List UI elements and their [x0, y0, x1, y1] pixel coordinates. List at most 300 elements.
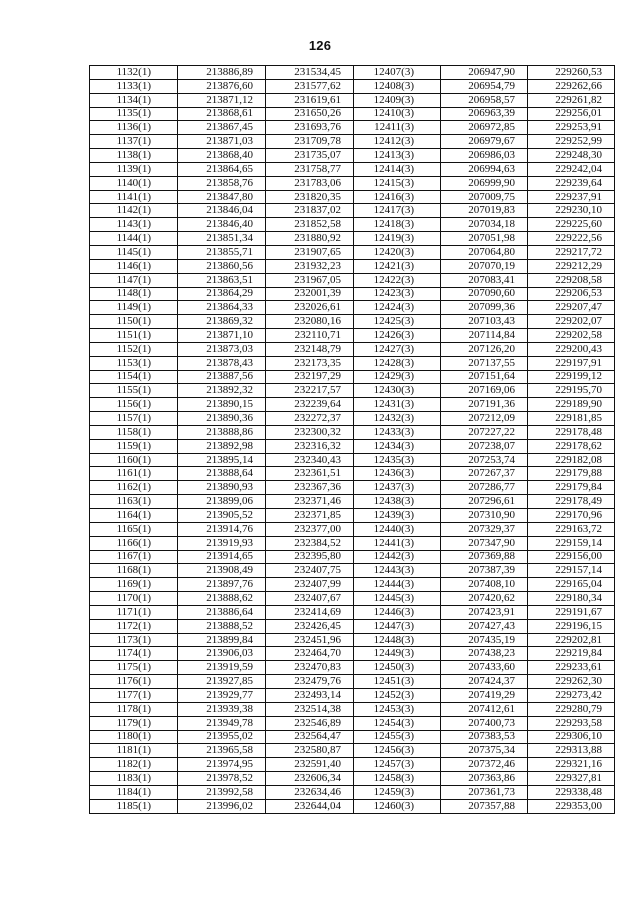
x-coordinate-right-cell: 207070,19 [441, 259, 528, 273]
y-coordinate-left-cell: 232407,99 [266, 578, 354, 592]
x-coordinate-left-cell: 213906,03 [178, 647, 266, 661]
y-coordinate-right-cell: 229157,14 [528, 564, 615, 578]
x-coordinate-right-cell: 207169,06 [441, 384, 528, 398]
y-coordinate-left-cell: 231932,23 [266, 259, 354, 273]
point-id-left-cell: 1144(1) [90, 232, 178, 246]
table-row [90, 453, 615, 467]
point-id-right-cell: 12454(3) [354, 716, 441, 730]
x-coordinate-left-cell: 213899,84 [178, 633, 266, 647]
point-id-left-cell: 1134(1) [90, 93, 178, 107]
x-coordinate-right-cell: 207361,73 [441, 785, 528, 799]
point-id-right-cell: 12430(3) [354, 384, 441, 398]
y-coordinate-right-cell: 229182,08 [528, 453, 615, 467]
x-coordinate-right-cell: 207227,22 [441, 425, 528, 439]
x-coordinate-left-cell: 213887,56 [178, 370, 266, 384]
y-coordinate-right-cell: 229239,64 [528, 176, 615, 190]
point-id-right-cell: 12458(3) [354, 772, 441, 786]
point-id-right-cell: 12429(3) [354, 370, 441, 384]
x-coordinate-left-cell: 213888,52 [178, 619, 266, 633]
point-id-right-cell: 12446(3) [354, 605, 441, 619]
point-id-right-cell: 12438(3) [354, 495, 441, 509]
y-coordinate-left-cell: 232464,70 [266, 647, 354, 661]
y-coordinate-right-cell: 229222,56 [528, 232, 615, 246]
y-coordinate-right-cell: 229178,62 [528, 439, 615, 453]
x-coordinate-right-cell: 207286,77 [441, 481, 528, 495]
y-coordinate-right-cell: 229313,88 [528, 744, 615, 758]
y-coordinate-left-cell: 231783,06 [266, 176, 354, 190]
point-id-right-cell: 12411(3) [354, 121, 441, 135]
point-id-left-cell: 1183(1) [90, 772, 178, 786]
y-coordinate-right-cell: 229208,58 [528, 273, 615, 287]
x-coordinate-right-cell: 207375,34 [441, 744, 528, 758]
point-id-right-cell: 12453(3) [354, 702, 441, 716]
table-row [90, 384, 615, 398]
point-id-right-cell: 12415(3) [354, 176, 441, 190]
y-coordinate-right-cell: 229156,00 [528, 550, 615, 564]
point-id-right-cell: 12434(3) [354, 439, 441, 453]
point-id-left-cell: 1142(1) [90, 204, 178, 218]
x-coordinate-left-cell: 213897,76 [178, 578, 266, 592]
table-row [90, 315, 615, 329]
table-row [90, 176, 615, 190]
point-id-left-cell: 1167(1) [90, 550, 178, 564]
table-row [90, 287, 615, 301]
table-row [90, 135, 615, 149]
x-coordinate-left-cell: 213871,10 [178, 329, 266, 343]
point-id-right-cell: 12460(3) [354, 799, 441, 813]
point-id-left-cell: 1150(1) [90, 315, 178, 329]
x-coordinate-right-cell: 206972,85 [441, 121, 528, 135]
table-row [90, 273, 615, 287]
x-coordinate-right-cell: 207438,23 [441, 647, 528, 661]
x-coordinate-right-cell: 207064,80 [441, 245, 528, 259]
point-id-right-cell: 12424(3) [354, 301, 441, 315]
x-coordinate-right-cell: 207347,90 [441, 536, 528, 550]
x-coordinate-right-cell: 207329,37 [441, 522, 528, 536]
table-row [90, 633, 615, 647]
table-row [90, 301, 615, 315]
y-coordinate-left-cell: 231758,77 [266, 162, 354, 176]
y-coordinate-right-cell: 229181,85 [528, 412, 615, 426]
point-id-left-cell: 1170(1) [90, 592, 178, 606]
y-coordinate-right-cell: 229179,84 [528, 481, 615, 495]
y-coordinate-left-cell: 232384,52 [266, 536, 354, 550]
table-row [90, 758, 615, 772]
x-coordinate-left-cell: 213892,32 [178, 384, 266, 398]
x-coordinate-left-cell: 213867,45 [178, 121, 266, 135]
x-coordinate-right-cell: 207423,91 [441, 605, 528, 619]
y-coordinate-right-cell: 229207,47 [528, 301, 615, 315]
y-coordinate-left-cell: 232634,46 [266, 785, 354, 799]
point-id-left-cell: 1153(1) [90, 356, 178, 370]
point-id-right-cell: 12414(3) [354, 162, 441, 176]
x-coordinate-left-cell: 213919,93 [178, 536, 266, 550]
y-coordinate-left-cell: 232479,76 [266, 675, 354, 689]
x-coordinate-left-cell: 213864,33 [178, 301, 266, 315]
x-coordinate-left-cell: 213888,64 [178, 467, 266, 481]
x-coordinate-left-cell: 213890,15 [178, 398, 266, 412]
y-coordinate-left-cell: 232377,00 [266, 522, 354, 536]
y-coordinate-left-cell: 231534,45 [266, 66, 354, 80]
point-id-right-cell: 12421(3) [354, 259, 441, 273]
x-coordinate-right-cell: 207363,86 [441, 772, 528, 786]
x-coordinate-right-cell: 207114,84 [441, 329, 528, 343]
x-coordinate-right-cell: 206954,79 [441, 79, 528, 93]
y-coordinate-right-cell: 229202,58 [528, 329, 615, 343]
x-coordinate-left-cell: 213876,60 [178, 79, 266, 93]
x-coordinate-left-cell: 213888,62 [178, 592, 266, 606]
y-coordinate-right-cell: 229338,48 [528, 785, 615, 799]
x-coordinate-left-cell: 213992,58 [178, 785, 266, 799]
point-id-right-cell: 12442(3) [354, 550, 441, 564]
x-coordinate-left-cell: 213955,02 [178, 730, 266, 744]
y-coordinate-left-cell: 232644,04 [266, 799, 354, 813]
x-coordinate-left-cell: 213886,89 [178, 66, 266, 80]
y-coordinate-right-cell: 229280,79 [528, 702, 615, 716]
point-id-right-cell: 12456(3) [354, 744, 441, 758]
y-coordinate-right-cell: 229202,07 [528, 315, 615, 329]
x-coordinate-left-cell: 213864,65 [178, 162, 266, 176]
point-id-left-cell: 1177(1) [90, 688, 178, 702]
point-id-right-cell: 12409(3) [354, 93, 441, 107]
y-coordinate-right-cell: 229261,82 [528, 93, 615, 107]
point-id-left-cell: 1176(1) [90, 675, 178, 689]
point-id-left-cell: 1162(1) [90, 481, 178, 495]
x-coordinate-left-cell: 213846,04 [178, 204, 266, 218]
point-id-left-cell: 1185(1) [90, 799, 178, 813]
point-id-right-cell: 12418(3) [354, 218, 441, 232]
table-row [90, 702, 615, 716]
y-coordinate-right-cell: 229219,84 [528, 647, 615, 661]
table-row [90, 439, 615, 453]
point-id-left-cell: 1182(1) [90, 758, 178, 772]
x-coordinate-right-cell: 207019,83 [441, 204, 528, 218]
point-id-right-cell: 12435(3) [354, 453, 441, 467]
x-coordinate-right-cell: 207400,73 [441, 716, 528, 730]
y-coordinate-left-cell: 232026,61 [266, 301, 354, 315]
point-id-right-cell: 12447(3) [354, 619, 441, 633]
point-id-left-cell: 1146(1) [90, 259, 178, 273]
table-row [90, 481, 615, 495]
x-coordinate-left-cell: 213949,78 [178, 716, 266, 730]
point-id-right-cell: 12444(3) [354, 578, 441, 592]
point-id-right-cell: 12432(3) [354, 412, 441, 426]
y-coordinate-left-cell: 232001,39 [266, 287, 354, 301]
x-coordinate-right-cell: 206979,67 [441, 135, 528, 149]
y-coordinate-right-cell: 229233,61 [528, 661, 615, 675]
y-coordinate-right-cell: 229253,91 [528, 121, 615, 135]
table-row [90, 675, 615, 689]
point-id-left-cell: 1133(1) [90, 79, 178, 93]
y-coordinate-right-cell: 229178,48 [528, 425, 615, 439]
table-row [90, 232, 615, 246]
table-row [90, 619, 615, 633]
x-coordinate-right-cell: 207126,20 [441, 342, 528, 356]
y-coordinate-right-cell: 229237,91 [528, 190, 615, 204]
table-row [90, 522, 615, 536]
x-coordinate-left-cell: 213871,12 [178, 93, 266, 107]
point-id-left-cell: 1161(1) [90, 467, 178, 481]
y-coordinate-right-cell: 229202,81 [528, 633, 615, 647]
point-id-right-cell: 12408(3) [354, 79, 441, 93]
point-id-right-cell: 12433(3) [354, 425, 441, 439]
point-id-right-cell: 12459(3) [354, 785, 441, 799]
table-row [90, 716, 615, 730]
point-id-left-cell: 1159(1) [90, 439, 178, 453]
point-id-right-cell: 12457(3) [354, 758, 441, 772]
table-row [90, 342, 615, 356]
x-coordinate-right-cell: 206958,57 [441, 93, 528, 107]
y-coordinate-left-cell: 232407,67 [266, 592, 354, 606]
point-id-left-cell: 1174(1) [90, 647, 178, 661]
y-coordinate-right-cell: 229225,60 [528, 218, 615, 232]
y-coordinate-left-cell: 232606,34 [266, 772, 354, 786]
point-id-right-cell: 12436(3) [354, 467, 441, 481]
point-id-right-cell: 12420(3) [354, 245, 441, 259]
point-id-right-cell: 12425(3) [354, 315, 441, 329]
x-coordinate-left-cell: 213965,58 [178, 744, 266, 758]
y-coordinate-right-cell: 229248,30 [528, 149, 615, 163]
point-id-right-cell: 12413(3) [354, 149, 441, 163]
x-coordinate-right-cell: 207419,29 [441, 688, 528, 702]
point-id-right-cell: 12452(3) [354, 688, 441, 702]
point-id-right-cell: 12426(3) [354, 329, 441, 343]
point-id-right-cell: 12416(3) [354, 190, 441, 204]
y-coordinate-right-cell: 229178,49 [528, 495, 615, 509]
y-coordinate-right-cell: 229196,15 [528, 619, 615, 633]
y-coordinate-left-cell: 231650,26 [266, 107, 354, 121]
y-coordinate-left-cell: 232395,80 [266, 550, 354, 564]
table-row [90, 730, 615, 744]
y-coordinate-left-cell: 232414,69 [266, 605, 354, 619]
point-id-left-cell: 1172(1) [90, 619, 178, 633]
y-coordinate-left-cell: 232316,32 [266, 439, 354, 453]
x-coordinate-right-cell: 207212,09 [441, 412, 528, 426]
y-coordinate-right-cell: 229230,10 [528, 204, 615, 218]
y-coordinate-right-cell: 229273,42 [528, 688, 615, 702]
x-coordinate-right-cell: 206986,03 [441, 149, 528, 163]
y-coordinate-left-cell: 232272,37 [266, 412, 354, 426]
point-id-right-cell: 12427(3) [354, 342, 441, 356]
point-id-left-cell: 1175(1) [90, 661, 178, 675]
point-id-left-cell: 1138(1) [90, 149, 178, 163]
point-id-left-cell: 1184(1) [90, 785, 178, 799]
table-row [90, 425, 615, 439]
table-row [90, 204, 615, 218]
point-id-left-cell: 1140(1) [90, 176, 178, 190]
x-coordinate-right-cell: 207408,10 [441, 578, 528, 592]
x-coordinate-right-cell: 207253,74 [441, 453, 528, 467]
point-id-right-cell: 12443(3) [354, 564, 441, 578]
x-coordinate-left-cell: 213899,06 [178, 495, 266, 509]
x-coordinate-right-cell: 207424,37 [441, 675, 528, 689]
y-coordinate-left-cell: 232148,79 [266, 342, 354, 356]
point-id-left-cell: 1151(1) [90, 329, 178, 343]
table-row [90, 799, 615, 813]
y-coordinate-left-cell: 231837,02 [266, 204, 354, 218]
x-coordinate-right-cell: 207051,98 [441, 232, 528, 246]
table-row [90, 66, 615, 80]
x-coordinate-left-cell: 213939,38 [178, 702, 266, 716]
y-coordinate-left-cell: 232493,14 [266, 688, 354, 702]
table-row [90, 121, 615, 135]
y-coordinate-right-cell: 229293,58 [528, 716, 615, 730]
x-coordinate-left-cell: 213855,71 [178, 245, 266, 259]
table-row [90, 190, 615, 204]
y-coordinate-right-cell: 229206,53 [528, 287, 615, 301]
table-row [90, 398, 615, 412]
y-coordinate-left-cell: 232367,36 [266, 481, 354, 495]
table-row [90, 107, 615, 121]
point-id-left-cell: 1171(1) [90, 605, 178, 619]
point-id-right-cell: 12448(3) [354, 633, 441, 647]
table-row [90, 592, 615, 606]
page-number: 126 [308, 38, 332, 53]
x-coordinate-left-cell: 213919,59 [178, 661, 266, 675]
y-coordinate-right-cell: 229159,14 [528, 536, 615, 550]
x-coordinate-left-cell: 213871,03 [178, 135, 266, 149]
x-coordinate-right-cell: 207310,90 [441, 509, 528, 523]
point-id-left-cell: 1147(1) [90, 273, 178, 287]
y-coordinate-left-cell: 232580,87 [266, 744, 354, 758]
y-coordinate-right-cell: 229195,70 [528, 384, 615, 398]
y-coordinate-right-cell: 229189,90 [528, 398, 615, 412]
y-coordinate-left-cell: 232470,83 [266, 661, 354, 675]
y-coordinate-right-cell: 229197,91 [528, 356, 615, 370]
y-coordinate-left-cell: 232361,51 [266, 467, 354, 481]
point-id-left-cell: 1178(1) [90, 702, 178, 716]
x-coordinate-left-cell: 213914,65 [178, 550, 266, 564]
point-id-right-cell: 12407(3) [354, 66, 441, 80]
x-coordinate-left-cell: 213892,98 [178, 439, 266, 453]
point-id-left-cell: 1141(1) [90, 190, 178, 204]
y-coordinate-left-cell: 232514,38 [266, 702, 354, 716]
y-coordinate-right-cell: 229262,66 [528, 79, 615, 93]
table-row [90, 245, 615, 259]
x-coordinate-right-cell: 207383,53 [441, 730, 528, 744]
point-id-left-cell: 1137(1) [90, 135, 178, 149]
x-coordinate-right-cell: 207372,46 [441, 758, 528, 772]
table-row [90, 785, 615, 799]
y-coordinate-left-cell: 232546,89 [266, 716, 354, 730]
point-id-left-cell: 1139(1) [90, 162, 178, 176]
table-row [90, 467, 615, 481]
y-coordinate-left-cell: 232110,71 [266, 329, 354, 343]
y-coordinate-left-cell: 232197,29 [266, 370, 354, 384]
y-coordinate-right-cell: 229353,00 [528, 799, 615, 813]
point-id-left-cell: 1136(1) [90, 121, 178, 135]
y-coordinate-left-cell: 231852,58 [266, 218, 354, 232]
x-coordinate-right-cell: 207151,64 [441, 370, 528, 384]
x-coordinate-left-cell: 213974,95 [178, 758, 266, 772]
table-row [90, 149, 615, 163]
y-coordinate-left-cell: 231709,78 [266, 135, 354, 149]
x-coordinate-left-cell: 213905,52 [178, 509, 266, 523]
y-coordinate-right-cell: 229256,01 [528, 107, 615, 121]
point-id-left-cell: 1166(1) [90, 536, 178, 550]
table-row [90, 647, 615, 661]
x-coordinate-left-cell: 213864,29 [178, 287, 266, 301]
x-coordinate-left-cell: 213886,64 [178, 605, 266, 619]
point-id-right-cell: 12417(3) [354, 204, 441, 218]
table-row [90, 578, 615, 592]
point-id-left-cell: 1155(1) [90, 384, 178, 398]
point-id-right-cell: 12423(3) [354, 287, 441, 301]
point-id-left-cell: 1149(1) [90, 301, 178, 315]
y-coordinate-right-cell: 229165,04 [528, 578, 615, 592]
y-coordinate-left-cell: 232340,43 [266, 453, 354, 467]
y-coordinate-right-cell: 229262,30 [528, 675, 615, 689]
x-coordinate-left-cell: 213890,93 [178, 481, 266, 495]
x-coordinate-left-cell: 213863,51 [178, 273, 266, 287]
point-id-left-cell: 1143(1) [90, 218, 178, 232]
y-coordinate-right-cell: 229242,04 [528, 162, 615, 176]
x-coordinate-right-cell: 207238,07 [441, 439, 528, 453]
x-coordinate-right-cell: 207387,39 [441, 564, 528, 578]
y-coordinate-right-cell: 229306,10 [528, 730, 615, 744]
y-coordinate-left-cell: 231693,76 [266, 121, 354, 135]
point-id-left-cell: 1169(1) [90, 578, 178, 592]
x-coordinate-right-cell: 207191,36 [441, 398, 528, 412]
x-coordinate-right-cell: 207034,18 [441, 218, 528, 232]
x-coordinate-left-cell: 213895,14 [178, 453, 266, 467]
point-id-left-cell: 1135(1) [90, 107, 178, 121]
x-coordinate-left-cell: 213888,86 [178, 425, 266, 439]
point-id-left-cell: 1164(1) [90, 509, 178, 523]
point-id-right-cell: 12410(3) [354, 107, 441, 121]
coordinates-table-body [90, 66, 615, 814]
y-coordinate-right-cell: 229191,67 [528, 605, 615, 619]
point-id-left-cell: 1158(1) [90, 425, 178, 439]
point-id-left-cell: 1132(1) [90, 66, 178, 80]
y-coordinate-right-cell: 229252,99 [528, 135, 615, 149]
table-row [90, 564, 615, 578]
y-coordinate-left-cell: 232426,45 [266, 619, 354, 633]
x-coordinate-right-cell: 207420,62 [441, 592, 528, 606]
point-id-right-cell: 12439(3) [354, 509, 441, 523]
x-coordinate-right-cell: 206947,90 [441, 66, 528, 80]
table-row [90, 259, 615, 273]
point-id-right-cell: 12451(3) [354, 675, 441, 689]
point-id-right-cell: 12419(3) [354, 232, 441, 246]
x-coordinate-right-cell: 207412,61 [441, 702, 528, 716]
x-coordinate-left-cell: 213868,40 [178, 149, 266, 163]
y-coordinate-left-cell: 231735,07 [266, 149, 354, 163]
table-row [90, 550, 615, 564]
table-row [90, 772, 615, 786]
y-coordinate-right-cell: 229327,81 [528, 772, 615, 786]
point-id-right-cell: 12431(3) [354, 398, 441, 412]
y-coordinate-left-cell: 231619,61 [266, 93, 354, 107]
y-coordinate-right-cell: 229200,43 [528, 342, 615, 356]
coordinates-table [89, 65, 615, 814]
y-coordinate-right-cell: 229180,34 [528, 592, 615, 606]
y-coordinate-right-cell: 229212,29 [528, 259, 615, 273]
y-coordinate-left-cell: 232080,16 [266, 315, 354, 329]
x-coordinate-right-cell: 207137,55 [441, 356, 528, 370]
point-id-left-cell: 1152(1) [90, 342, 178, 356]
table-row [90, 370, 615, 384]
y-coordinate-left-cell: 231907,65 [266, 245, 354, 259]
point-id-right-cell: 12428(3) [354, 356, 441, 370]
y-coordinate-left-cell: 232371,85 [266, 509, 354, 523]
y-coordinate-left-cell: 232564,47 [266, 730, 354, 744]
x-coordinate-left-cell: 213847,80 [178, 190, 266, 204]
point-id-right-cell: 12449(3) [354, 647, 441, 661]
point-id-right-cell: 12412(3) [354, 135, 441, 149]
x-coordinate-left-cell: 213878,43 [178, 356, 266, 370]
point-id-right-cell: 12437(3) [354, 481, 441, 495]
